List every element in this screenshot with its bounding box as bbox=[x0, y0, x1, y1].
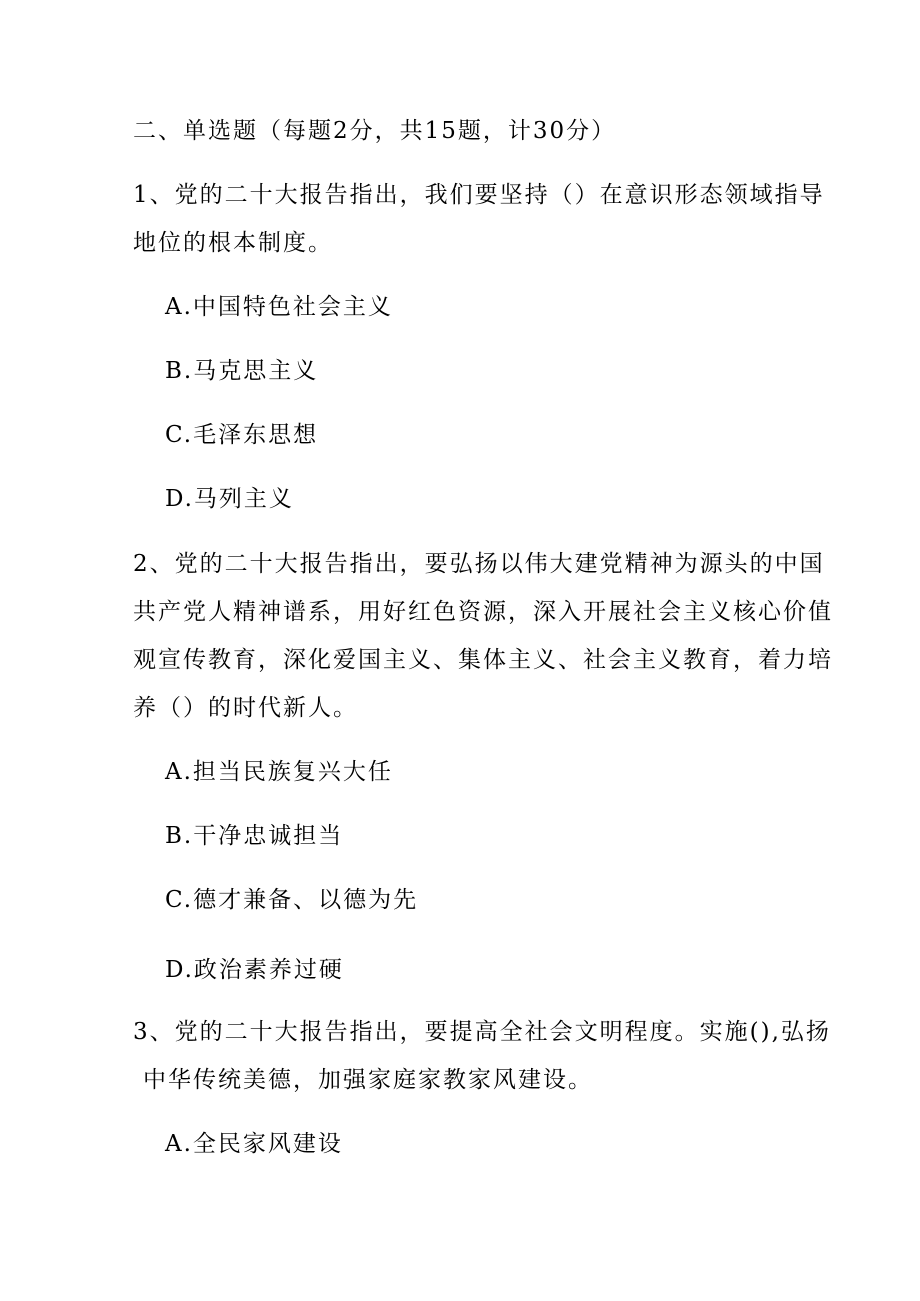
question-3-text-line-1: 3、党的二十大报告指出，要提高全社会文明程度。实施(),弘扬 bbox=[133, 1019, 831, 1045]
question-1-option-d: D.马列主义 bbox=[165, 486, 294, 512]
question-1-option-c: C.毛泽东思想 bbox=[165, 422, 319, 448]
question-1-option-a: A.中国特色社会主义 bbox=[165, 294, 393, 320]
question-1-text-line-2: 地位的根本制度。 bbox=[133, 230, 333, 256]
question-1-option-b: B.马克思主义 bbox=[165, 358, 319, 384]
question-1-text-line-1: 1、党的二十大报告指出，我们要坚持（）在意识形态领域指导 bbox=[133, 182, 825, 208]
question-3-text-line-2: 中华传统美德，加强家庭家教家风建设。 bbox=[143, 1067, 593, 1093]
question-2-text-line-1: 2、党的二十大报告指出，要弘扬以伟大建党精神为源头的中国 bbox=[133, 551, 825, 577]
question-2-text-line-3: 观宣传教育，深化爱国主义、集体主义、社会主义教育，着力培 bbox=[133, 647, 833, 673]
question-2-option-c: C.德才兼备、以德为先 bbox=[165, 887, 419, 913]
question-2-text-line-2: 共产党人精神谱系，用好红色资源，深入开展社会主义核心价值 bbox=[133, 599, 833, 625]
question-3-option-a: A.全民家风建设 bbox=[165, 1131, 343, 1157]
question-2-option-b: B.干净忠诚担当 bbox=[165, 823, 344, 849]
question-2-option-d: D.政治素养过硬 bbox=[165, 957, 344, 983]
section-title: 二、单选题（每题2分，共15题，计30分） bbox=[133, 118, 617, 144]
question-2-option-a: A.担当民族复兴大任 bbox=[165, 759, 393, 785]
question-2-text-line-4: 养（）的时代新人。 bbox=[133, 695, 358, 721]
